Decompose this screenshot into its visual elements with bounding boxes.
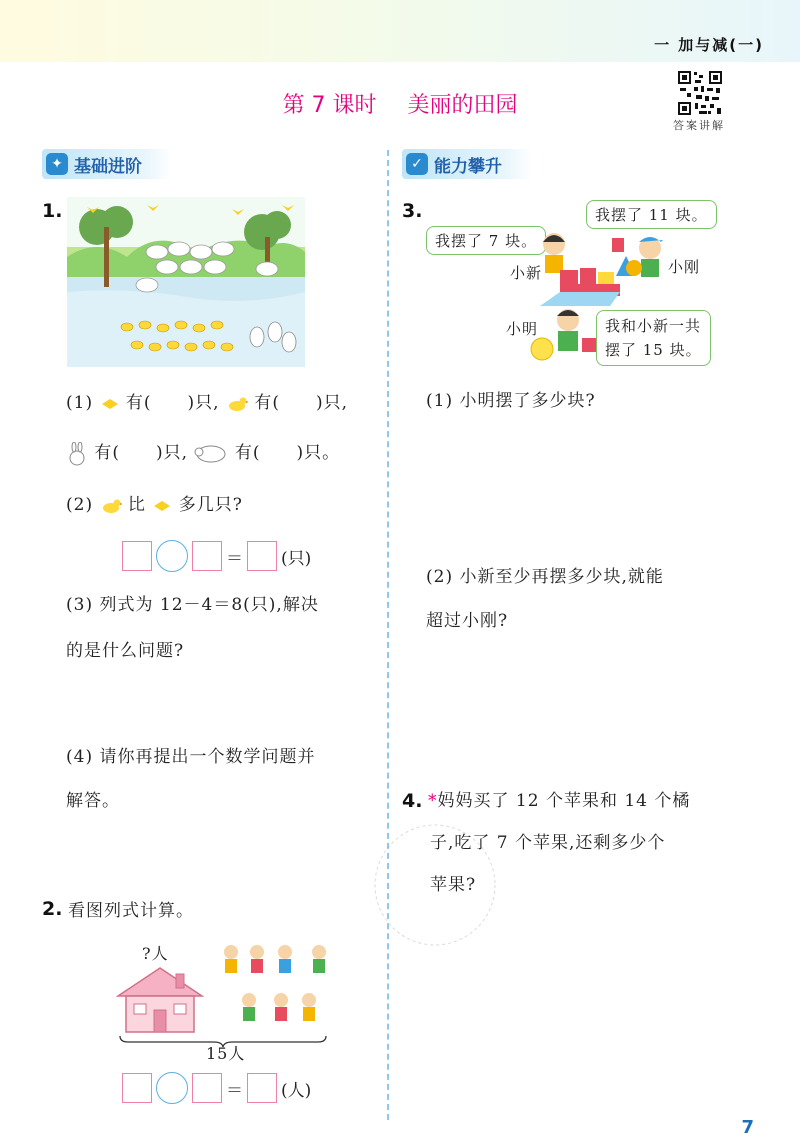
section-advanced-label: 能力攀升 [434, 156, 502, 177]
operator-circle[interactable] [156, 1072, 188, 1104]
answer-box[interactable] [122, 541, 152, 571]
farm-scene-illustration [67, 197, 305, 367]
q1-equation [122, 540, 311, 572]
q3-number: 3. [402, 200, 423, 222]
answer-box[interactable] [192, 541, 222, 571]
q1-part2-question: 多几只? [178, 495, 243, 515]
bubble-line: 我和小新一共 [605, 317, 702, 335]
q1-number: 1. [42, 200, 63, 222]
page-number: 7 [741, 1117, 754, 1138]
column-divider [387, 150, 389, 1120]
section-basic-label: 基础进阶 [74, 156, 142, 177]
q1-part4-line1: (4) 请你再提出一个数学问题并 [66, 747, 316, 767]
q1-part1-label: (1) [66, 393, 94, 413]
lesson-title: 美丽的田园 [407, 93, 518, 118]
sheep-icon [194, 443, 228, 465]
lesson-number: 第 7 课时 [282, 93, 377, 118]
operator-circle[interactable] [156, 540, 188, 572]
chapter-title: 一 加与减(一) [654, 36, 764, 54]
q4-line3: 苹果? [430, 875, 477, 895]
answer-box[interactable] [122, 1073, 152, 1103]
q1-part3-line2: 的是什么问题? [66, 641, 185, 661]
q2-instruction: 看图列式计算。 [68, 901, 194, 921]
q1-sheep-blank: 有( )只。 [234, 443, 341, 463]
climber-icon: ✓ [406, 153, 428, 175]
name-xiaoxin: 小新 [510, 264, 543, 282]
q4-line2: 子,吃了 7 个苹果,还剩多少个 [430, 833, 666, 853]
speech-bubble-xiaoxin: 我摆了 7 块。 [426, 226, 546, 255]
q1-part1-line2 [66, 438, 340, 469]
duck-icon [226, 395, 248, 413]
answer-box[interactable] [192, 1073, 222, 1103]
q3-part2-line2: 超过小刚? [426, 611, 509, 631]
q1-part2 [66, 490, 243, 521]
q4-number: 4. [402, 790, 423, 812]
bird-icon [100, 396, 120, 412]
q1-part3-line1: (3) 列式为 12－4＝8(只),解决 [66, 595, 319, 615]
q1-bird-blank: 有( )只, [125, 393, 220, 413]
house-illustration [114, 966, 206, 1034]
q2-unknown-label: ?人 [142, 944, 169, 963]
bird-icon [152, 498, 172, 514]
qr-caption: 答案讲解 [673, 119, 725, 132]
bubble-line: 摆了 15 块。 [605, 341, 702, 359]
q1-part2-label: (2) [66, 495, 94, 515]
duck-icon [100, 497, 122, 515]
equals-sign: ＝ [226, 548, 243, 569]
rabbit-icon [66, 442, 88, 466]
q3-part1: (1) 小明摆了多少块? [426, 391, 596, 411]
watermark-stamp [360, 810, 510, 960]
q4-text: 妈妈买了 12 个苹果和 14 个橘 [437, 791, 691, 811]
challenge-star-icon: * [428, 791, 438, 811]
equals-sign: ＝ [226, 1080, 243, 1101]
q1-rabbit-blank: 有( )只, [94, 443, 189, 463]
q2-number: 2. [42, 898, 63, 920]
speech-bubble-xiaogang: 我摆了 11 块。 [586, 200, 717, 229]
q1-part4-line2: 解答。 [66, 791, 120, 811]
section-basic [42, 149, 172, 179]
yellow-ball-icon [530, 337, 554, 361]
name-xiaoming: 小明 [506, 320, 539, 338]
name-xiaogang: 小刚 [668, 258, 701, 276]
lesson-heading [0, 88, 800, 119]
q2-equation [122, 1072, 311, 1104]
answer-box[interactable] [247, 541, 277, 571]
unit-label: (人) [281, 1080, 312, 1101]
section-advanced [402, 149, 532, 179]
runner-icon: ✦ [46, 153, 68, 175]
q3-part2-line1: (2) 小新至少再摆多少块,就能 [426, 567, 664, 587]
q1-duck-blank: 有( )只, [254, 393, 349, 413]
unit-label: (只) [281, 548, 312, 569]
q1-part1-line1 [66, 388, 348, 419]
children-illustration [215, 942, 335, 1036]
q1-compare-word: 比 [127, 495, 146, 515]
answer-box[interactable] [247, 1073, 277, 1103]
q2-total-label: 15人 [206, 1044, 246, 1063]
